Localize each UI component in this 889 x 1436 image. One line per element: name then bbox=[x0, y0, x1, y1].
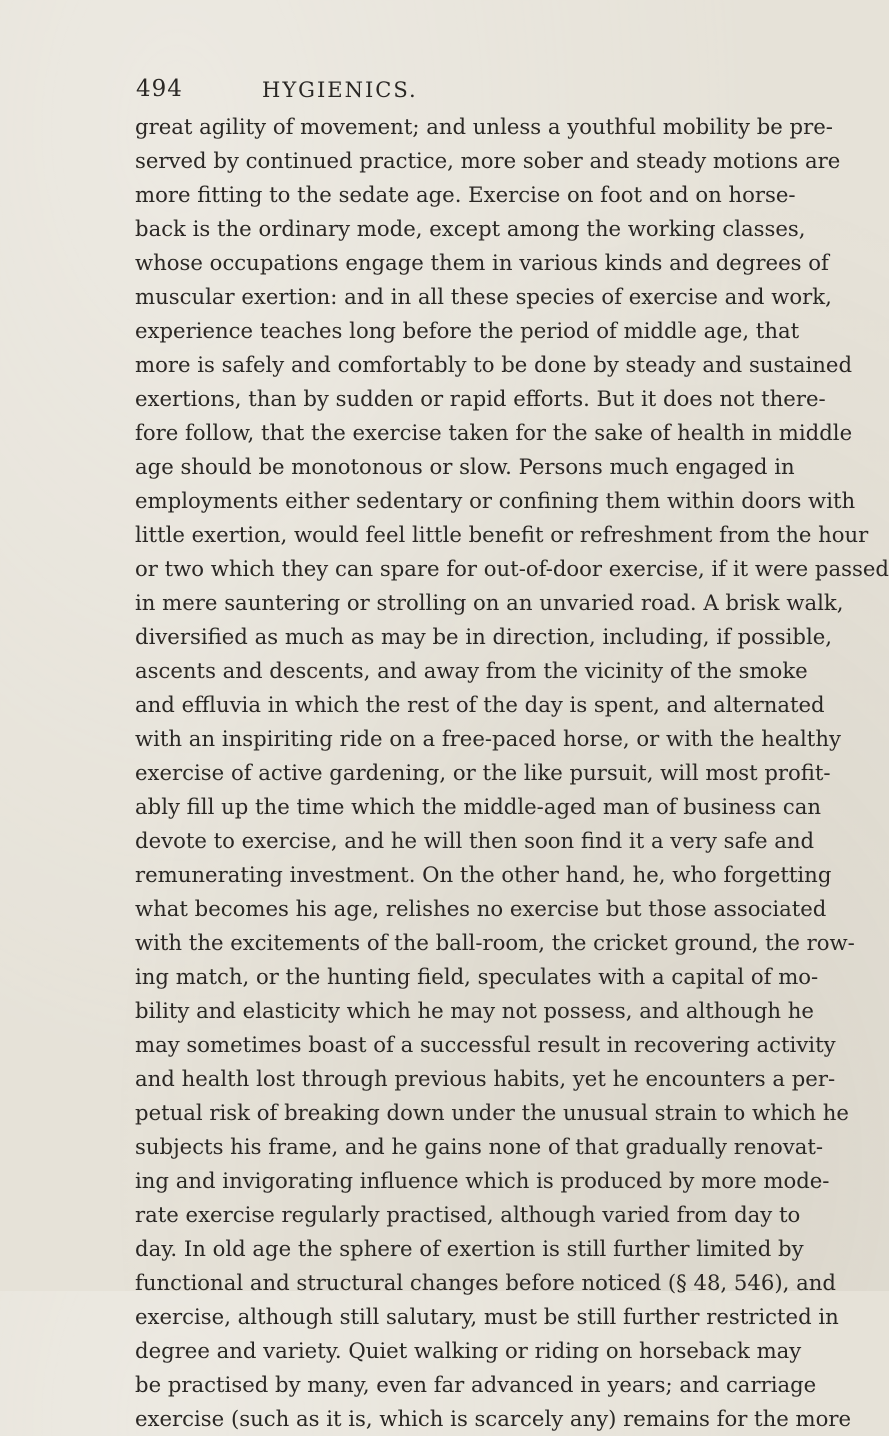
text-line: age should be monotonous or slow. Persons much engaged in bbox=[135, 454, 795, 479]
text-line: remunerating investment. On the other hand, he, who forgetting bbox=[135, 862, 832, 887]
text-line: may sometimes boast of a successful result in recovering activity bbox=[135, 1032, 836, 1057]
text-line: exercise, although still salutary, must be still further restricted in bbox=[135, 1304, 839, 1329]
text-line: ascents and descents, and away from the vicinity of the smoke bbox=[135, 658, 808, 683]
text-line: employments either sedentary or confining them within doors with bbox=[135, 488, 856, 513]
text-line: ing match, or the hunting field, speculates with a capital of mo- bbox=[135, 964, 819, 989]
text-line: and health lost through previous habits, yet he encounters a per- bbox=[135, 1066, 836, 1091]
text-line: ing and invigorating influence which is produced by more mode- bbox=[135, 1168, 830, 1193]
running-head bbox=[136, 50, 796, 102]
text-line: whose occupations engage them in various kinds and degrees of bbox=[135, 250, 829, 275]
text-line: diversified as much as may be in direction, including, if possible, bbox=[135, 624, 833, 649]
text-line: with the excitements of the ball-room, the cricket ground, the row- bbox=[135, 930, 855, 955]
text-line: exercise (such as it is, which is scarcely any) remains for the more bbox=[135, 1406, 852, 1431]
text-line: exertions, than by sudden or rapid efforts. But it does not there- bbox=[135, 386, 826, 411]
text-line: rate exercise regularly practised, although varied from day to bbox=[135, 1202, 801, 1227]
text-line: great agility of movement; and unless a youthful mobility be pre- bbox=[135, 114, 833, 139]
text-line: subjects his frame, and he gains none of that gradually renovat- bbox=[135, 1134, 824, 1159]
text-line: and effluvia in which the rest of the day is spent, and alternated bbox=[135, 692, 825, 717]
text-line: exercise of active gardening, or the like pursuit, will most profit- bbox=[135, 760, 831, 785]
text-line: devote to exercise, and he will then soon find it a very safe and bbox=[135, 828, 815, 853]
text-line: be practised by many, even far advanced in years; and carriage bbox=[135, 1372, 817, 1397]
text-line: more fitting to the sedate age. Exercise on foot and on horse- bbox=[135, 182, 796, 207]
running-title: HYGIENICS. bbox=[262, 78, 418, 102]
text-line: degree and variety. Quiet walking or riding on horseback may bbox=[135, 1338, 802, 1363]
text-line: with an inspiriting ride on a free-paced horse, or with the healthy bbox=[135, 726, 841, 751]
text-line: more is safely and comfortably to be done by steady and sustained bbox=[135, 352, 853, 377]
text-line: petual risk of breaking down under the unusual strain to which he bbox=[135, 1100, 849, 1125]
body-text bbox=[135, 110, 889, 1436]
text-line: little exertion, would feel little benefit or refreshment from the hour bbox=[135, 522, 869, 547]
text-line: or two which they can spare for out-of-door exercise, if it were passed bbox=[135, 556, 889, 581]
text-line: back is the ordinary mode, except among the working classes, bbox=[135, 216, 806, 241]
text-line: day. In old age the sphere of exertion is still further limited by bbox=[135, 1236, 804, 1261]
text-line: muscular exertion: and in all these species of exercise and work, bbox=[135, 284, 832, 309]
text-line: served by continued practice, more sober and steady motions are bbox=[135, 148, 841, 173]
text-line: bility and elasticity which he may not possess, and although he bbox=[135, 998, 814, 1023]
text-line: what becomes his age, relishes no exercise but those associated bbox=[135, 896, 827, 921]
page-number: 494 bbox=[136, 76, 183, 102]
text-line: in mere sauntering or strolling on an unvaried road. A brisk walk, bbox=[135, 590, 844, 615]
text-line: fore follow, that the exercise taken for the sake of health in middle bbox=[135, 420, 853, 445]
text-line: functional and structural changes before noticed (§ 48, 546), and bbox=[135, 1270, 836, 1295]
text-line: experience teaches long before the period of middle age, that bbox=[135, 318, 800, 343]
text-line: ably fill up the time which the middle-aged man of business can bbox=[135, 794, 821, 819]
